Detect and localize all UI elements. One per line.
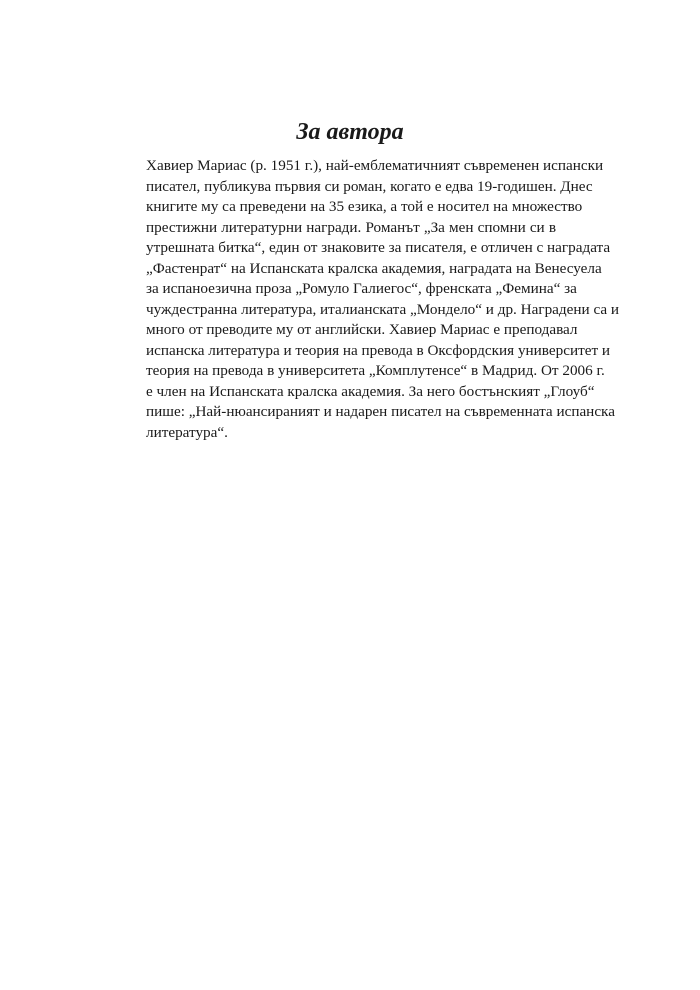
- paragraph-line: книгите му са преведени на 35 езика, а той е носител на множество: [146, 198, 583, 215]
- author-bio-paragraph: [146, 156, 620, 443]
- paragraph-line: писател, публикува първия си роман, когато е едва 19-годишен. Днес: [146, 177, 593, 195]
- paragraph-line: престижни литературни награди. Романът „За мен спомни си в: [146, 218, 556, 236]
- paragraph-line: утрешната битка“, един от знаковите за писателя, е отличен с наградата: [146, 239, 611, 256]
- paragraph-line: „Фастенрат“ на Испанската кралска академия, наградата на Венесуела: [146, 259, 602, 277]
- paragraph-line: Хавиер Мариас (р. 1951 г.), най-емблематичният съвременен испански: [146, 157, 604, 174]
- paragraph-line: литература“.: [146, 423, 228, 441]
- paragraph-line: е член на Испанската кралска академия. За него бостънският „Глоуб“: [146, 382, 595, 400]
- paragraph-line: испанска литература и теория на превода в Оксфордския университет и: [146, 341, 611, 359]
- paragraph-line: чуждестранна литература, италианската „Мондело“ и др. Наградени са и: [146, 300, 620, 318]
- page-title: За автора: [296, 119, 404, 145]
- paragraph-line: много от преводите му от английски. Хавиер Мариас е преподавал: [146, 321, 578, 338]
- paragraph-line: теория на превода в университета „Комплутенсе“ в Мадрид. От 2006 г.: [146, 362, 605, 379]
- paragraph-line: пише: „Най-нюансираният и надарен писател на съвременната испанска: [146, 403, 615, 420]
- paragraph-line: за испаноезична проза „Ромуло Галиегос“, френската „Фемина“ за: [146, 280, 577, 297]
